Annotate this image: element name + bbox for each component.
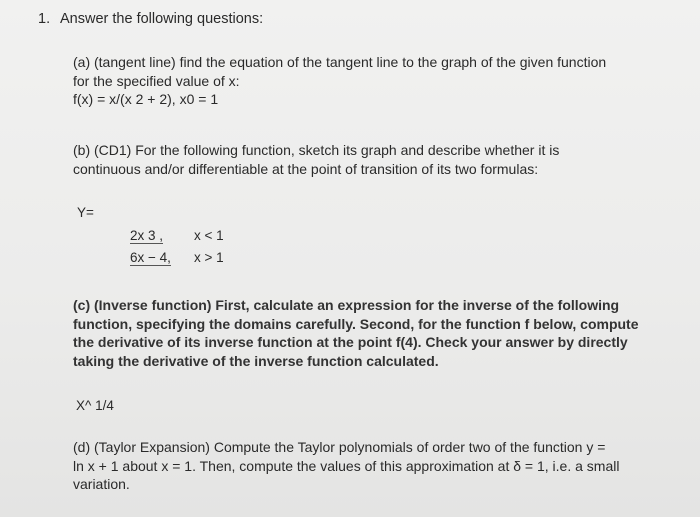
piecewise-y-label: Y= [77,205,94,220]
part-b-line: continuous and/or differentiable at the point of transition of its two formulas: [73,160,539,177]
part-d-line: variation. [73,476,130,492]
part-c [73,296,639,370]
question-heading: Answer the following questions: [60,11,264,27]
part-a [73,53,606,109]
part-c-line: the derivative of its inverse function at the point f(4). Check your answer by directly [73,334,628,350]
question-number: 1. [38,11,51,27]
piece1-condition: x < 1 [194,228,224,243]
part-c-line: (c) (Inverse function) First, calculate an expression for the inverse of the following [73,297,620,313]
part-b [73,141,559,178]
part-c-line: function, specifying the domains carefully. Second, for the function f below, compute [73,315,639,332]
part-a-function: f(x) = x/(x 2 + 2), x0 = 1 [73,91,219,107]
part-d-line: ln x + 1 about x = 1. Then, compute the values of this approximation at δ = 1, i.e. a small [73,457,620,474]
part-c-function: X^ 1/4 [76,398,114,413]
part-c-line: taking the derivative of the inverse function calculated. [73,352,439,369]
piece2-condition: x > 1 [194,250,224,265]
part-d [73,438,619,494]
part-a-line: for the specified value of x: [73,72,240,89]
piece2-expression: 6x − 4, [130,250,171,265]
part-b-line: (b) (CD1) For the following function, sketch its graph and describe whether it is [73,142,560,158]
part-d-line: (d) (Taylor Expansion) Compute the Taylor polynomials of order two of the function y = [73,439,606,455]
piece1-expression: 2x 3 , [130,228,164,243]
part-a-line: (a) (tangent line) find the equation of the tangent line to the graph of the given function [73,54,607,70]
